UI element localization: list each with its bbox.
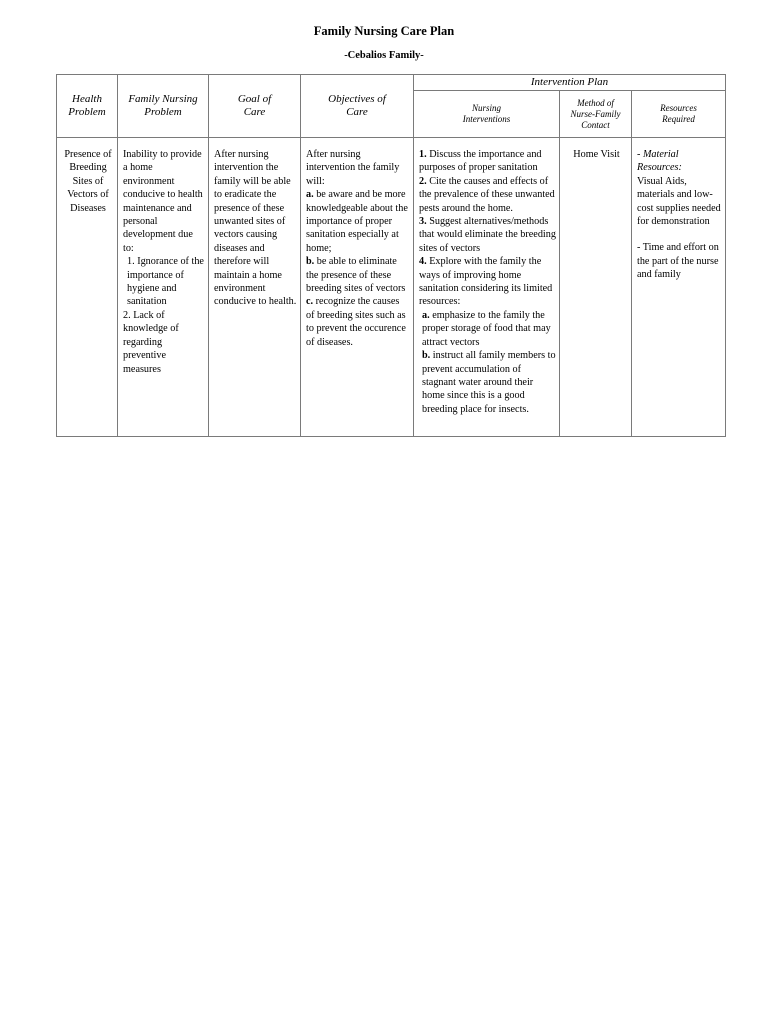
intervention-item xyxy=(419,215,556,255)
intervention-text: Discuss the importance and purposes of proper sanitation xyxy=(419,149,542,174)
method-text: Home Visit xyxy=(573,149,620,160)
document-title: Family Nursing Care Plan xyxy=(313,24,455,38)
material-resources-label: - Material Resources: xyxy=(637,149,682,174)
intervention-item xyxy=(419,175,556,215)
objective-text: be aware and be more knowledgeable about the importance of proper sanitation especially at home; xyxy=(306,189,408,254)
intervention-text: Cite the causes and effects of the prevalence of these unwanted pests around the home. xyxy=(419,175,555,214)
intervention-subitem xyxy=(419,309,556,349)
header-row-group xyxy=(57,75,726,91)
cell-resources-required xyxy=(632,138,726,437)
health-problem-text: Presence of Breeding Sites of Vectors of Diseases xyxy=(64,149,112,214)
objective-text: recognize the causes of breeding sites such as to prevent the occurence of diseases. xyxy=(306,296,406,348)
intervention-subitem xyxy=(419,349,556,416)
cell-nursing-interventions xyxy=(414,138,560,437)
intervention-text: emphasize to the family the proper storage of food that may attract vectors xyxy=(422,309,551,348)
intervention-item xyxy=(419,255,556,309)
cell-family-nursing-problem xyxy=(118,138,209,437)
objective-marker: b. xyxy=(306,256,315,268)
cell-goal-of-care xyxy=(209,138,301,437)
cell-method-of-contact xyxy=(560,138,632,437)
intervention-marker: 1. xyxy=(419,149,427,160)
header-resources-required: Resources Required xyxy=(632,91,726,138)
intervention-marker: 4. xyxy=(419,256,427,268)
intervention-item xyxy=(419,148,556,175)
objective-item xyxy=(306,255,410,295)
objectives-intro: After nursing intervention the family will: xyxy=(306,149,400,187)
objective-item xyxy=(306,188,410,255)
cell-objectives-of-care xyxy=(301,138,414,437)
problem-item: 2. Lack of knowledge of regarding preventive measures xyxy=(123,309,179,375)
header-intervention-plan: Intervention Plan xyxy=(414,75,726,91)
intervention-text: Suggest alternatives/methods that would eliminate the breeding sites of vectors xyxy=(419,216,556,254)
header-family-nursing-problem: Family Nursing Problem xyxy=(118,75,209,138)
time-resources-text: - Time and effort on the part of the nurse and family xyxy=(637,242,719,281)
intervention-marker: a. xyxy=(422,309,430,321)
intervention-text: Explore with the family the ways of improving home sanitation considering its limited resources: xyxy=(419,256,553,308)
header-nursing-interventions: Nursing Interventions xyxy=(414,91,560,138)
intervention-marker: 3. xyxy=(419,216,427,228)
header-health-problem: Health Problem xyxy=(57,75,118,138)
material-resources-text: Visual Aids, materials and low-cost supplies needed for demonstration xyxy=(637,175,721,228)
intervention-marker: 2. xyxy=(419,175,427,187)
document-subtitle: -Cebalios Family- xyxy=(344,50,424,61)
cell-health-problem xyxy=(57,138,118,437)
objective-marker: c. xyxy=(306,296,314,308)
table-row xyxy=(57,138,726,437)
problem-item: 1. Ignorance of the importance of hygiene and sanitation xyxy=(127,256,204,308)
objective-item xyxy=(306,295,410,349)
header-method-of-contact: Method of Nurse-Family Contact xyxy=(560,91,632,138)
intervention-text: instruct all family members to prevent accumulation of stagnant water around their home since this is a good breeding place for insects. xyxy=(422,350,556,415)
objective-text: be able to eliminate the presence of these breeding sites of vectors xyxy=(306,256,406,295)
goal-text: After nursing intervention the family will be able to eradicate the presence of these unwanted sites of vectors causing diseases and therefore will maintain a home environment conducive to health. xyxy=(214,149,297,308)
header-goal-of-care: Goal of Care xyxy=(209,75,301,138)
problem-intro: Inability to provide a home environment conducive to health maintenance and personal development due to: xyxy=(123,149,203,254)
intervention-marker: b. xyxy=(422,350,431,362)
header-objectives-of-care: Objectives of Care xyxy=(301,75,414,138)
care-plan-table xyxy=(56,74,726,437)
objective-marker: a. xyxy=(306,189,314,201)
